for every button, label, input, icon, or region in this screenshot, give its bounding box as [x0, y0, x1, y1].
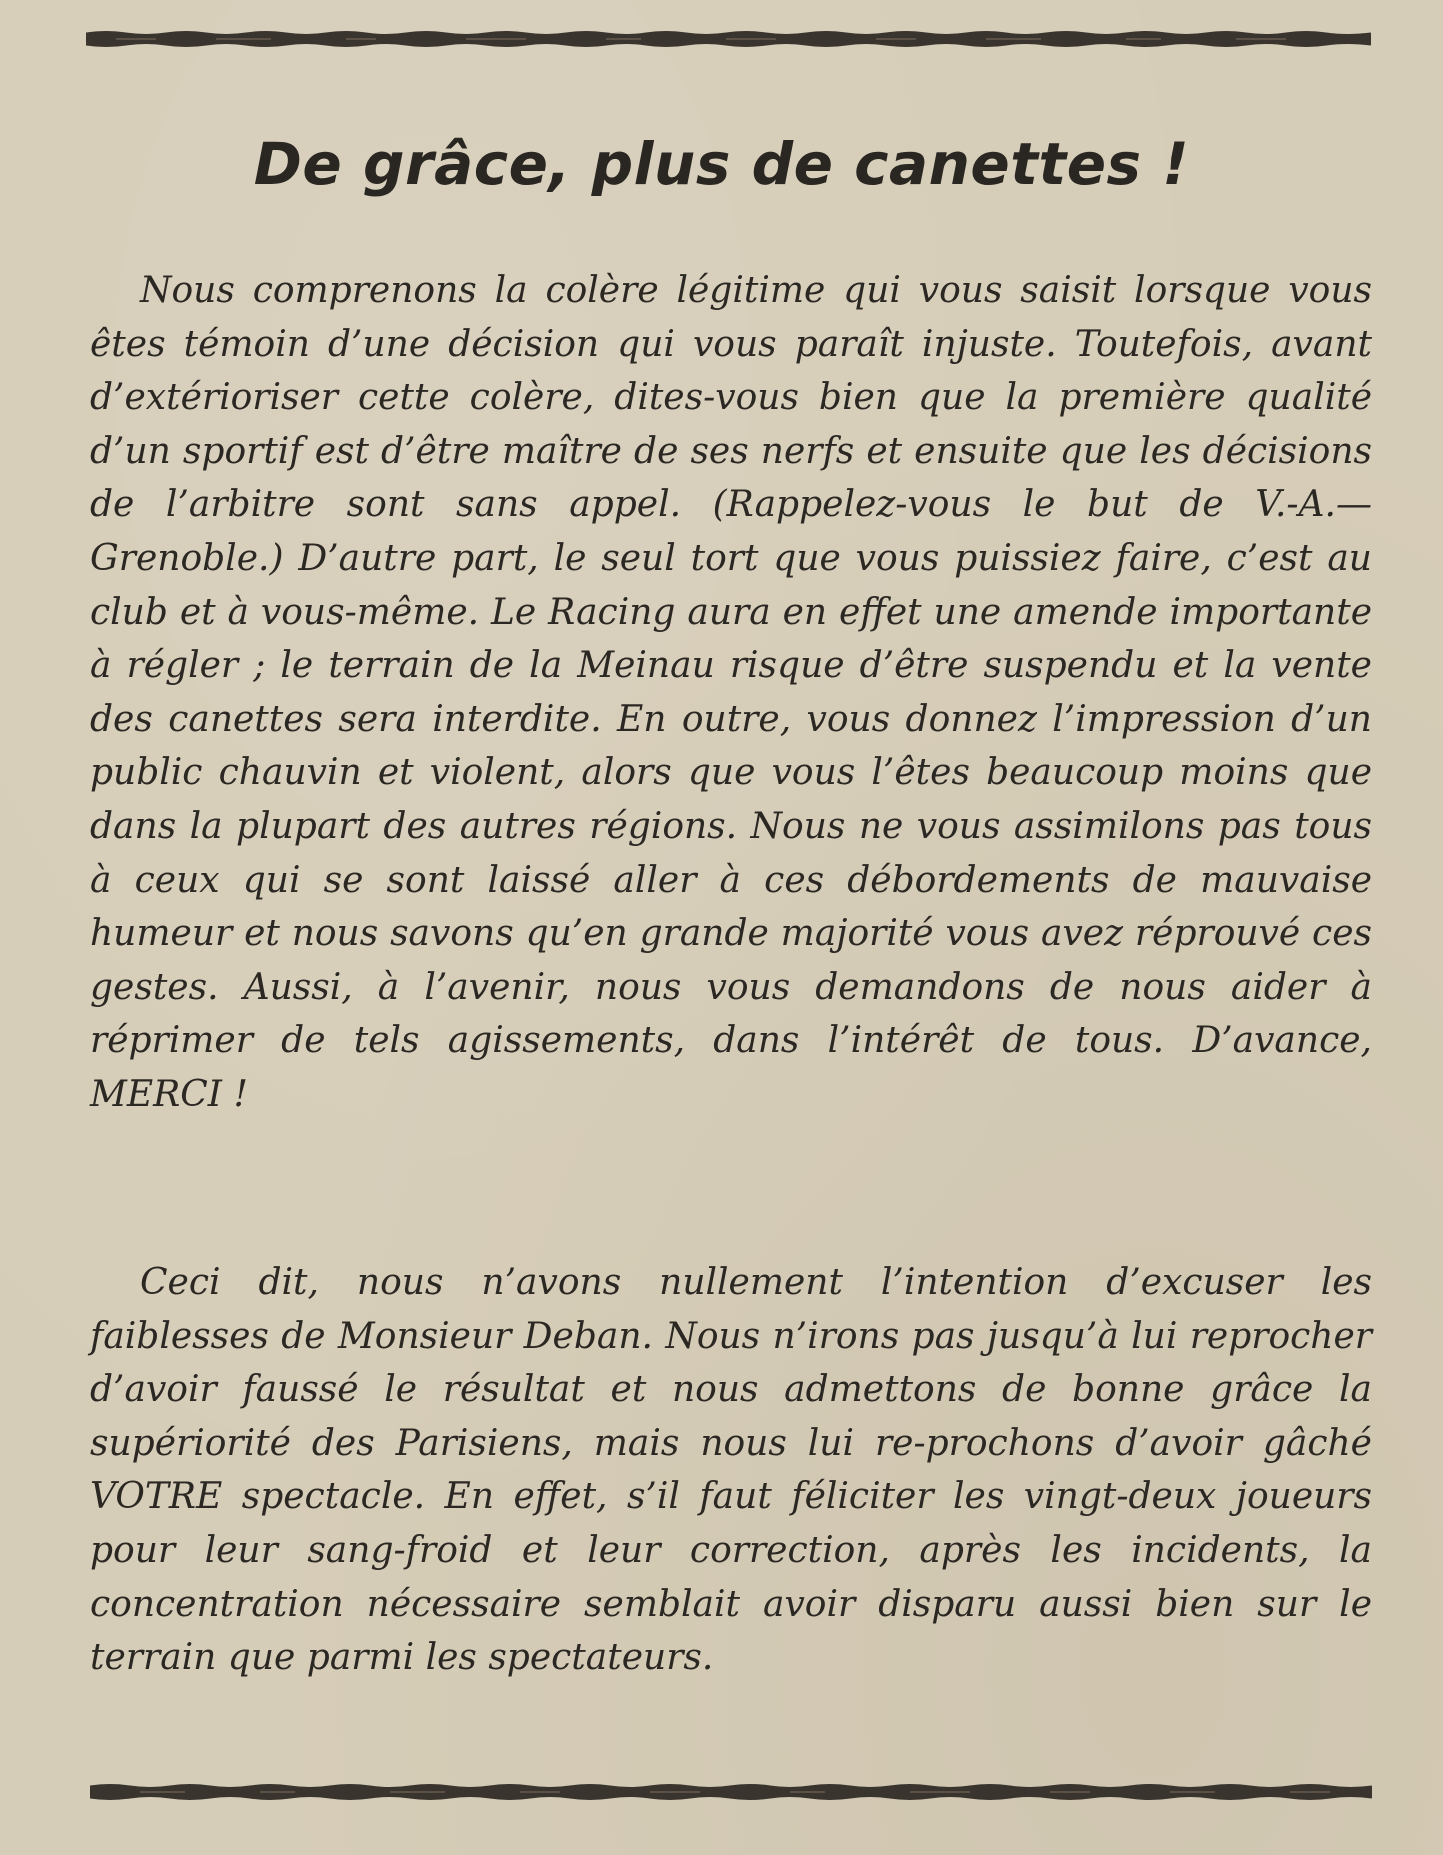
wavy-rule-icon	[90, 1784, 1372, 1800]
article-headline: De grâce, plus de canettes !	[253, 130, 1190, 198]
article-body-paragraph-2	[90, 1256, 1372, 1685]
top-decorative-rule	[86, 31, 1371, 47]
paragraph-text: Ceci dit, nous n’avons nullement l’intention d’excuser les faiblesses de Monsieur Deban. Nous n’irons pas jusqu’à lui reprocher d’avoir faussé le résultat et nous admettons de bonne grâce la supériorité des Parisiens, mais nous lui re-prochons d’avoir gâché VOTRE spectacle. En effet, s’il faut féliciter les vingt-deux joueurs pour leur sang-froid et leur correction, après les incidents, la concentration nécessaire semblait avoir disparu aussi bien sur le terrain que parmi les spectateurs.	[90, 1262, 1372, 1679]
paragraph-text: Nous comprenons la colère légitime qui vous saisit lorsque vous êtes témoin d’une décision qui vous paraît injuste. Toutefois, avant d’extérioriser cette colère, dites-vous bien que la première qualité d’un sportif est d’être maître de ses nerfs et ensuite que les décisions de l’arbitre sont sans appel. (Rappelez-vous le but de V.-A.—Grenoble.) D’autre part, le seul tort que vous puissiez faire, c’est au club et à vous-même. Le Racing aura en effet une amende importante à régler ; le terrain de la Meinau risque d’être suspendu et la vente des canettes sera interdite. En outre, vous donnez l’impression d’un public chauvin et violent, alors que vous l’êtes beaucoup moins que dans la plupart des autres régions. Nous ne vous assimilons pas tous à ceux qui se sont laissé aller à ces débordements de mauvaise humeur et nous savons qu’en grande majorité vous avez réprouvé ces gestes. Aussi, à l’avenir, nous vous demandons de nous aider à réprimer de tels agissements, dans l’intérêt de tous. D’avance, MERCI !	[90, 270, 1372, 1115]
bottom-decorative-rule	[90, 1784, 1372, 1800]
article-body-paragraph-1	[90, 264, 1372, 1122]
wavy-rule-icon	[86, 31, 1371, 47]
